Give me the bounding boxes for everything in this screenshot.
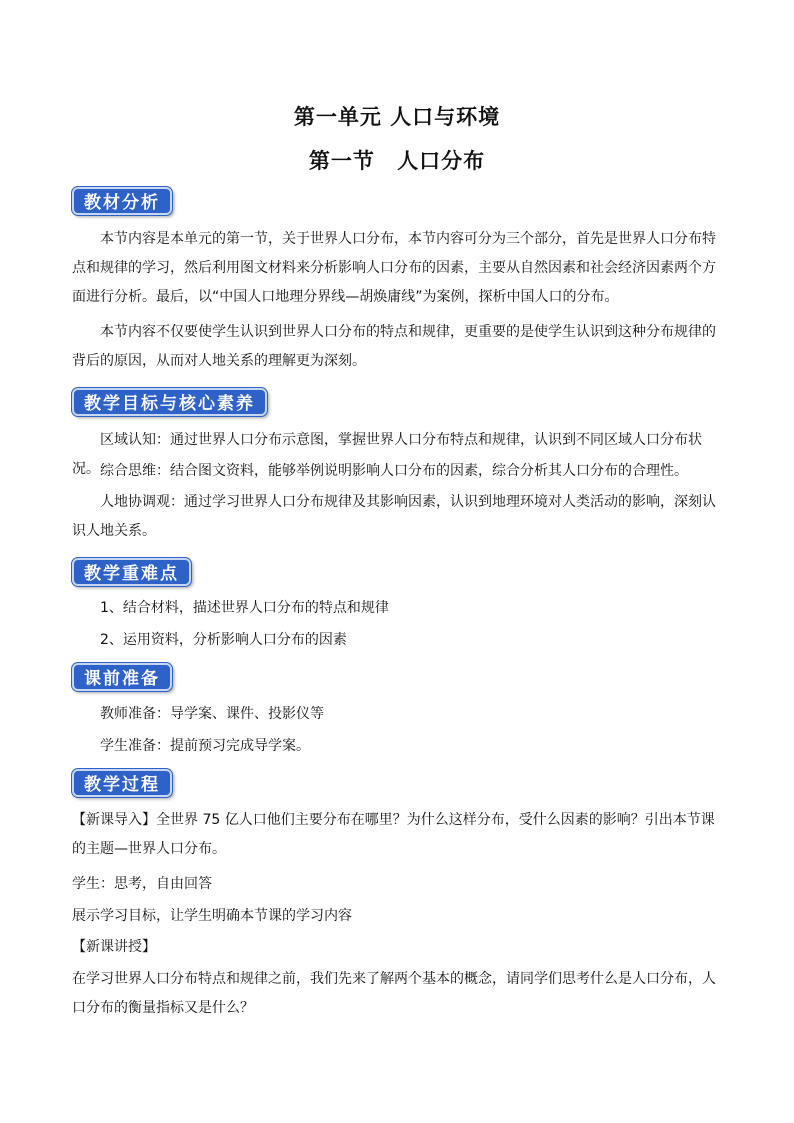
unit-title: 第一单元 人口与环境 — [293, 104, 501, 129]
heading-badge-goals: 教学目标与核心素养 — [72, 388, 267, 416]
prep-teacher: 教师准备：导学案、课件、投影仪等 — [100, 706, 324, 722]
analysis-paragraph-1: 本节内容是本单元的第一节，关于世界人口分布，本节内容可分为三个部分，首先是世界人口分布特点和规律的学习，然后利用图文材料来分析影响人口分布的因素，主要从自然因素和社会经济因素两个方面进行分析。最后，以“中国人口地理分界线—胡焕庸线”为案例，探析中国人口的分布。 — [72, 231, 716, 305]
process-question: 在学习世界人口分布特点和规律之前，我们先来了解两个基本的概念，请同学们思考什么是人口分布，人口分布的衡量指标又是什么？ — [72, 971, 716, 1016]
heading-badge-keypoints: 教学重难点 — [72, 558, 191, 586]
keypoint-item-1: 1、结合材料，描述世界人口分布的特点和规律 — [100, 600, 389, 616]
goal-item-integrated-thinking: 综合思维：结合图文资料，能够举例说明影响人口分布的因素，综合分析其人口分布的合理性。 — [100, 463, 688, 479]
analysis-paragraph-2: 本节内容不仅要使学生认识到世界人口分布的特点和规律，更重要的是使学生认识到这种分布规律的背后的原因，从而对人地关系的理解更为深刻。 — [72, 324, 716, 369]
heading-badge-process: 教学过程 — [72, 769, 172, 797]
heading-badge-prep: 课前准备 — [72, 663, 172, 691]
heading-badge-analysis: 教材分析 — [72, 187, 172, 215]
prep-student: 学生准备：提前预习完成导学案。 — [100, 738, 310, 754]
keypoint-item-2: 2、运用资料，分析影响人口分布的因素 — [100, 632, 347, 648]
process-intro: 【新课导入】全世界 75 亿人口他们主要分布在哪里？为什么这样分布，受什么因素的影响？引出本节课的主题—世界人口分布。 — [72, 812, 715, 857]
process-student-answer: 学生：思考，自由回答 — [72, 876, 212, 892]
process-show-goal: 展示学习目标，让学生明确本节课的学习内容 — [72, 908, 352, 924]
section-title: 第一节 人口分布 — [308, 148, 486, 173]
goal-item-regional-cognition: 区域认知：通过世界人口分布示意图，掌握世界人口分布特点和规律，认识到不同区域人口分布状况。 — [72, 432, 702, 477]
goal-item-human-earth: 人地协调观：通过学习世界人口分布规律及其影响因素，认识到地理环境对人类活动的影响，深刻认识人地关系。 — [72, 494, 716, 539]
process-new-lesson-label: 【新课讲授】 — [72, 939, 156, 955]
